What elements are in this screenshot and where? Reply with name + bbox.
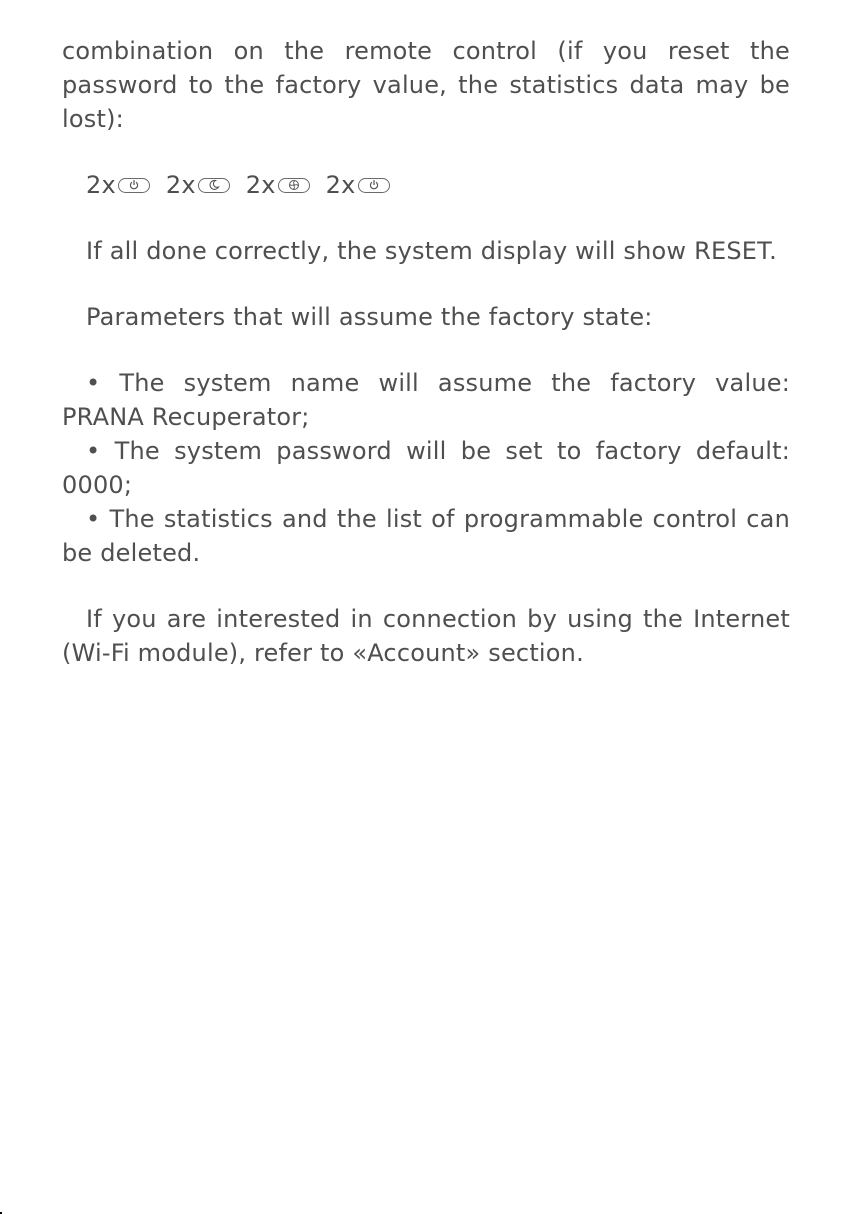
- spacer: [62, 268, 790, 300]
- combo-count: 2x: [86, 171, 116, 199]
- night-mode-icon: [198, 178, 230, 193]
- combo-count: 2x: [245, 171, 276, 199]
- internet-connection-paragraph: If you are interested in connection by using the Internet (Wi-Fi module), refer to «Account» section.: [62, 605, 790, 667]
- combo-step-1: [86, 168, 150, 202]
- manual-page: [62, 34, 790, 670]
- bullet-statistics: • The statistics and the list of programmable control can be deleted.: [62, 505, 790, 567]
- bullet-system-password: • The system password will be set to factory default: 0000;: [62, 437, 790, 499]
- factory-params-heading: Parameters that will assume the factory state:: [86, 303, 653, 331]
- intro-paragraph: combination on the remote control (if you reset the password to the factory value, the statistics data may be lost):: [62, 37, 790, 133]
- power-icon: [118, 178, 150, 193]
- combo-count: 2x: [325, 171, 356, 199]
- spacer: [62, 334, 790, 366]
- combo-step-4: [326, 168, 390, 202]
- spacer: [62, 202, 790, 234]
- bullet-system-name: • The system name will assume the factory value: PRANA Recuperator;: [62, 369, 790, 431]
- combo-step-3: [246, 168, 310, 202]
- spacer: [62, 136, 790, 168]
- remote-key-combination: [62, 168, 790, 202]
- fan-icon: [278, 178, 310, 193]
- combo-step-2: [166, 168, 230, 202]
- combo-count: 2x: [165, 171, 196, 199]
- spacer: [62, 570, 790, 602]
- reset-confirmation-paragraph: If all done correctly, the system display will show RESET.: [86, 237, 777, 265]
- power-icon: [358, 178, 390, 193]
